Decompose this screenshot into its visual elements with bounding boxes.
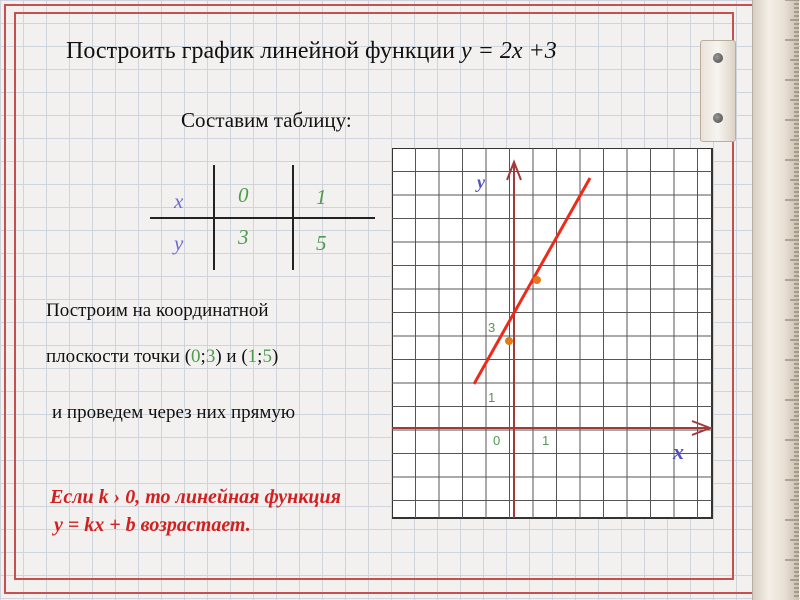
table-x-value-2: 1 bbox=[316, 185, 327, 209]
point-1-5 bbox=[533, 276, 541, 284]
point-1-y: 3 bbox=[205, 346, 216, 367]
title-formula: y = 2x +3 bbox=[461, 38, 557, 64]
vertical-ruler bbox=[752, 0, 799, 600]
table-y-value-2: 5 bbox=[316, 231, 327, 255]
x-axis-label: x bbox=[673, 439, 684, 464]
ruler-ticks bbox=[753, 0, 799, 600]
point-1-x: 0 bbox=[191, 346, 201, 367]
step-text-2 bbox=[46, 346, 278, 368]
point-2-y: 5 bbox=[262, 346, 272, 367]
point-0-3 bbox=[505, 337, 513, 345]
rule-line-1: Если k › 0, то линейная функция bbox=[50, 486, 341, 508]
y-axis-label: y bbox=[477, 172, 485, 192]
graph-background bbox=[392, 148, 712, 518]
rule-line-2: y = kx + b возрастает. bbox=[54, 514, 251, 536]
table-y-label: y bbox=[174, 231, 184, 255]
table-y-value-1: 3 bbox=[238, 225, 249, 249]
step-text-3: и проведем через них прямую bbox=[52, 402, 296, 423]
step-2-mid: ) и ( bbox=[215, 346, 248, 367]
point-1-sep: ; bbox=[200, 346, 206, 367]
step-2-prefix: плоскости точки ( bbox=[46, 346, 192, 367]
y-tick-label-1: 1 bbox=[488, 390, 496, 405]
table-x-value-1: 0 bbox=[238, 183, 249, 207]
rule-text bbox=[50, 483, 341, 539]
coordinate-plane bbox=[392, 148, 714, 520]
x-tick-label: 1 bbox=[542, 433, 550, 448]
table-caption: Составим таблицу: bbox=[181, 108, 352, 132]
point-2-x: 1 bbox=[247, 346, 258, 367]
step-text-1: Построим на координатной bbox=[46, 300, 269, 321]
screw-icon bbox=[713, 53, 723, 63]
value-table bbox=[150, 165, 380, 270]
y-tick-label-3: 3 bbox=[488, 320, 496, 335]
slide-title bbox=[66, 38, 706, 65]
title-text: Построить график линейной функции bbox=[66, 38, 462, 64]
screw-icon bbox=[713, 113, 723, 123]
table-x-label: x bbox=[174, 189, 184, 213]
step-2-suffix: ) bbox=[271, 346, 279, 367]
table-lines bbox=[150, 165, 380, 270]
origin-label: 0 bbox=[493, 433, 501, 448]
point-2-sep: ; bbox=[257, 346, 263, 367]
